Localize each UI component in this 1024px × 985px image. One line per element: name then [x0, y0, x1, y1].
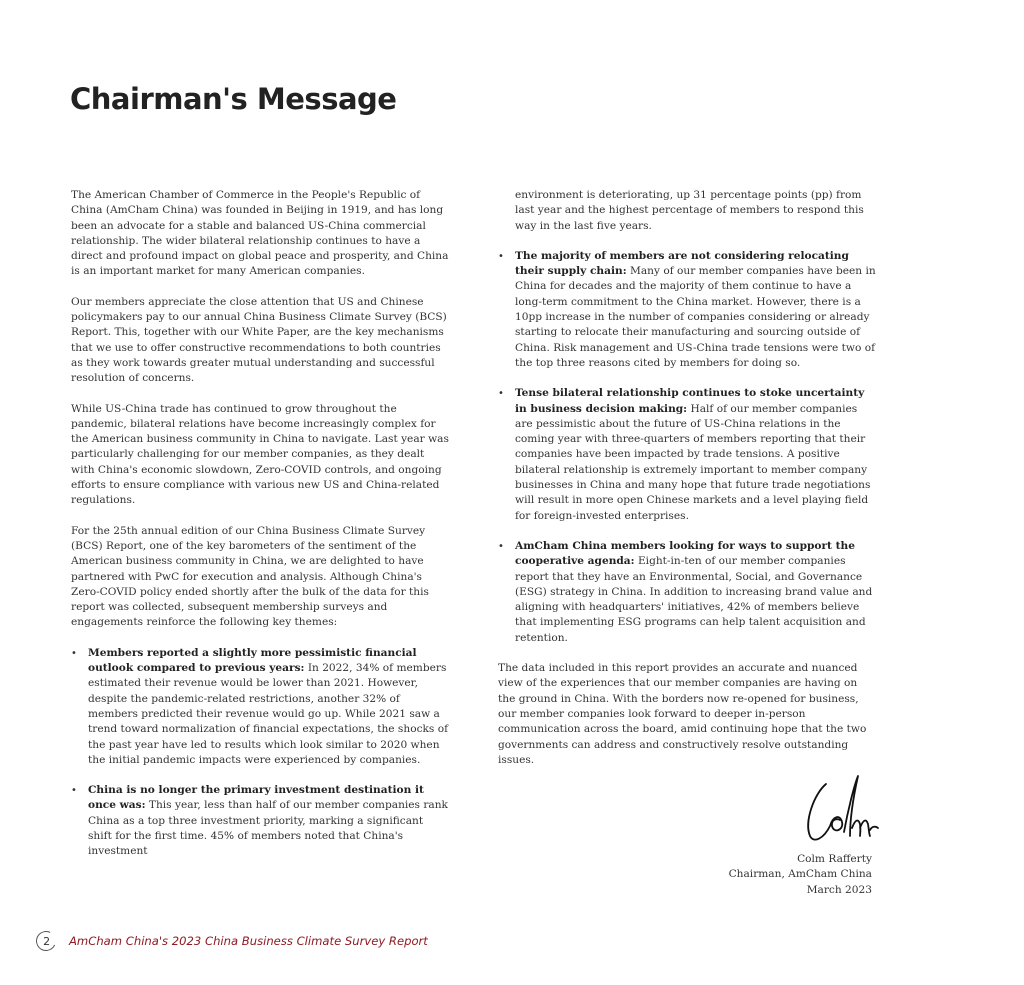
closing-paragraph: The data included in this report provides an accurate and nuanced view of the experiences that our member companies are having on the ground in China. With the borders now re-opened for business, our member companies look forward to deeper in-person communication across the board, amid continuing hope that the two governments can address and constructively resolve outstanding issues. — [498, 662, 867, 766]
bullet-body: Half of our member companies are pessimistic about the future of US-China relations in the coming year with three-quarters of members reporting that their companies have been impacted by trade tensions. A positive bilateral relationship is extremely important to member company businesses in China and many hope that future trade negotiations will result in more open Chinese markets and a level playing field for foreign-invested enterprises. — [515, 402, 871, 522]
handwritten-signature — [800, 770, 880, 848]
survey-paragraph: For the 25th annual edition of our China Business Climate Survey (BCS) Report, one of the key barometers of the sentiment of the American business community in China, we are delighted to have partnered with PwC for execution and analysis. Although China's Zero-COVID policy ended shortly after the bulk of the data for this report was collected, subsequent membership surveys and engagements reinforce the following key themes: — [71, 524, 429, 629]
bullet-heading: China is no longer the primary investment destination it once was: — [88, 784, 424, 812]
members-paragraph: Our members appreciate the close attention that US and Chinese policymakers pay to our annual China Business Climate Survey (BCS) Report. This, together with our White Paper, are the key mechanisms that we use to offer constructive recommendations to both countries as they work towards greater mutual understanding and successful resolution of concerns. — [71, 295, 447, 385]
list-item — [498, 249, 876, 371]
intro-paragraph: The American Chamber of Commerce in the People's Republic of China (AmCham China) was founded in Beijing in 1919, and has long been an advocate for a stable and balanced US-China commercial relationship. The wider bilateral relationship continues to have a direct and profound impact on global peace and prosperity, and China is an important market for many American companies. — [71, 189, 449, 278]
list-item — [498, 386, 876, 524]
key-themes-list — [71, 646, 449, 860]
trade-paragraph: While US-China trade has continued to grow throughout the pandemic, bilateral relations have become increasingly complex for the American business community in China to navigate. Last year was particularly challenging for our member companies, as they dealt with China's economic slowdown, Zero-COVID controls, and ongoing efforts to ensure compliance with various new US and China-related regulations. — [71, 402, 449, 507]
bullet-body: In 2022, 34% of members estimated their revenue would be lower than 2021. However, despite the pandemic-related restrictions, another 32% of members predicted their revenue would go up. While 2021 saw a trend toward normalization of financial expectations, the shocks of the past year have led to results which look similar to 2020 when the initial pandemic impacts were experienced by companies. — [88, 662, 449, 766]
left-column — [71, 188, 449, 875]
bullet-heading: The majority of members are not considering relocating their supply chain: — [515, 249, 849, 278]
bullet-body: This year, less than half of our member companies rank China as a top three investment priority, marking a significant shift for the first time. 45% of members noted that China's investment — [88, 799, 448, 858]
bullet-body: Eight-in-ten of our member companies report that they have an Environmental, Social, and Governance (ESG) strategy in China. In addition to increasing brand value and aligning with headquarters' initiatives, 42% of members believe that implementing ESG programs can help talent acquisition and retention. — [515, 555, 873, 644]
signer-name: Colm Rafferty — [797, 853, 872, 865]
bullet-heading: Members reported a slightly more pessimistic financial outlook compared to previous years: — [88, 646, 417, 675]
bullet-body: Many of our member companies have been in China for decades and the majority of them continue to have a long-term commitment to the China market. However, there is a 10pp increase in the number of companies considering or already starting to relocate their manufacturing and sourcing outside of China. Risk management and US-China trade tensions were two of the top three reasons cited by members for doing so. — [515, 265, 876, 369]
key-themes-list-continued — [498, 188, 876, 646]
list-item — [498, 539, 876, 646]
page-title: Chairman's Message — [70, 82, 397, 116]
footer — [36, 928, 428, 954]
signature-date: March 2023 — [806, 883, 872, 896]
list-item — [71, 783, 449, 859]
right-column — [498, 188, 876, 783]
signer-role: Chairman, AmCham China — [728, 868, 872, 881]
bullet-heading: Tense bilateral relationship continues to stoke uncertainty in business decision making: — [515, 387, 865, 415]
list-item — [71, 646, 449, 768]
footer-report-title: AmCham China's 2023 China Business Climate Survey Report — [69, 934, 428, 948]
page-number-badge — [33, 928, 59, 954]
list-item-continuation: environment is deteriorating, up 31 percentage points (pp) from last year and the highest percentage of members to respond this way in the last five years. — [515, 189, 864, 232]
bullet-heading: AmCham China members looking for ways to support the cooperative agenda: — [515, 539, 855, 568]
signature-block — [729, 852, 872, 898]
page-number: 2 — [42, 934, 50, 948]
